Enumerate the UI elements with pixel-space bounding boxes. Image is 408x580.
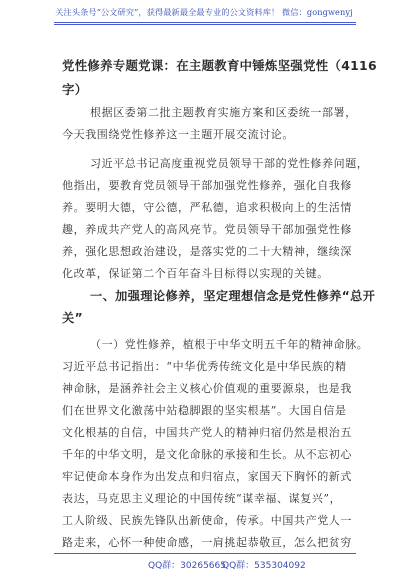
paragraph-line: 养。要明大德，守公德，严私德，追求积极向上的生活情	[62, 201, 352, 214]
paragraph-line: 文化根基的自信，中国共产党人的精神归宿仍然是根治五	[62, 426, 352, 439]
paragraph-line: 根据区委第二批主题教育实施方案和区委统一部署，	[90, 106, 357, 119]
paragraph-line: 工人阶级、民族先锋队出新使命，传承。中国共产党人一	[62, 514, 352, 527]
paragraph-line: 养，强化思想政治建设，是落实党的二十大精神，继续深	[62, 245, 352, 258]
paragraph-line: 今天我围绕党性修养这一主题开展交流讨论。	[62, 128, 294, 141]
paragraph-line: 习近平总书记高度重视党员领导干部的党性修养问题，	[90, 157, 369, 170]
paragraph-line: 们在世界文化激荡中站稳脚跟的坚实根基”。大国自信是	[62, 404, 347, 417]
document-title-cont: 字）	[62, 82, 88, 97]
header-divider	[54, 24, 356, 25]
paragraph-line: 千年的中华文明，是文化命脉的承接和生长。从不忘初心	[62, 448, 352, 461]
header-divider	[54, 22, 356, 23]
paragraph-line: （一）党性修养，植根于中华文明五千年的精神命脉。	[90, 338, 369, 351]
paragraph-line: 神命脉，是涵养社会主义核心价值观的重要源泉，也是我	[62, 382, 352, 395]
section-heading-cont: 关”	[62, 311, 83, 325]
paragraph-line: 化改革，保证第二个百年奋斗目标得以实现的关键。	[62, 267, 329, 280]
header-banner: 关注头条号“公文研究”，获得最新最全最专业的公文资料库！ 微信：gongwenyj	[55, 7, 353, 17]
footer-divider	[54, 553, 356, 554]
paragraph-line: 牢记使命本身作为出发点和归宿点，家国天下胸怀的新式	[62, 470, 352, 483]
document-title: 党性修养专题党课：在主题教育中锤炼坚强党性（4116	[62, 58, 377, 73]
paragraph-line: 他指出，要教育党员领导干部加强党性修养，强化自我修	[62, 179, 352, 192]
paragraph-line: 习近平总书记指出：“中华优秀传统文化是中华民族的精	[62, 360, 347, 373]
section-heading: 一、加强理论修养，坚定理想信念是党性修养“总开	[90, 289, 376, 303]
footer-qq-group-2: QQ群：535304092	[222, 561, 306, 571]
paragraph-line: 表达，马克思主义理论的中国传统“谋幸福、谋复兴”，	[62, 492, 342, 505]
paragraph-line: 趣，养成共产党人的高风亮节。党员领导干部加强党性修	[62, 223, 352, 236]
paragraph-line: 路走来，心怀一种使命感，一肩挑起恭敬亘，怎么把贫穷	[62, 536, 352, 549]
footer-qq-group-1: QQ群：30265665	[148, 561, 226, 571]
